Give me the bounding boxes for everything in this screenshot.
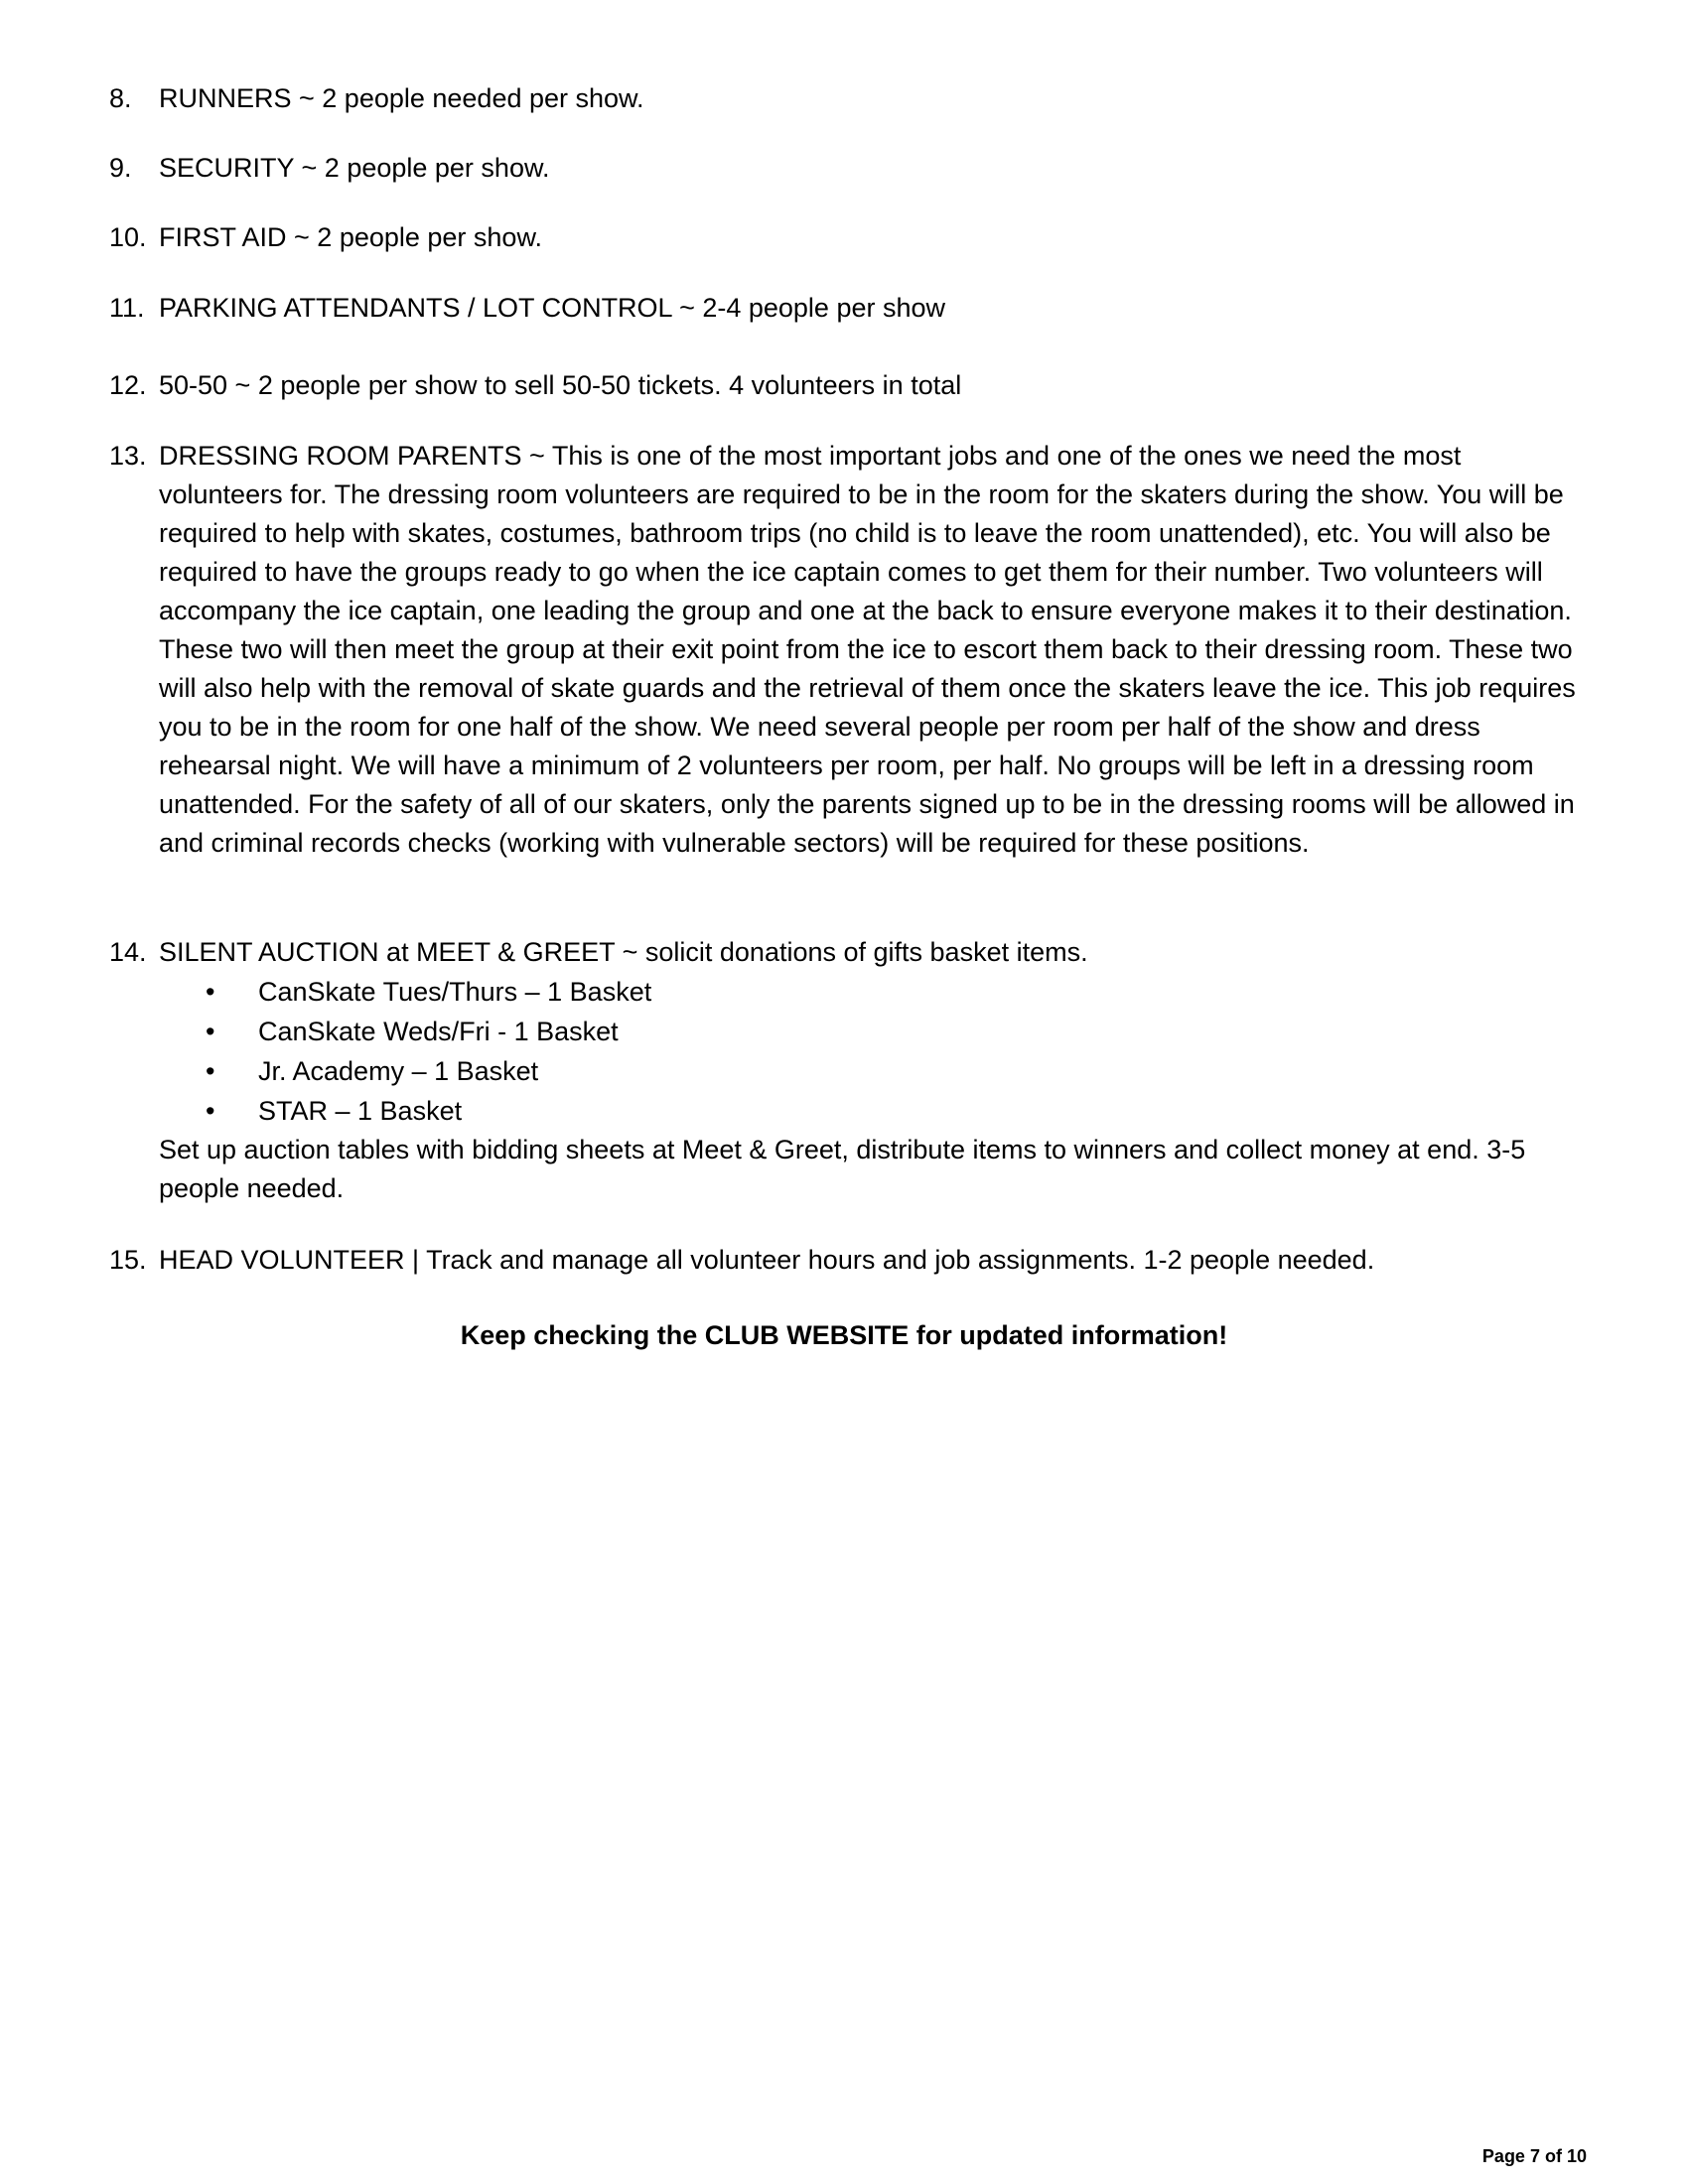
basket-list-item: [159, 1012, 1579, 1051]
bullet-icon: •: [206, 1056, 215, 1086]
item-number: 11.: [109, 293, 145, 323]
basket-list-item: [159, 972, 1579, 1012]
item-text: SECURITY ~ 2 people per show.: [159, 153, 550, 183]
item-text: 50-50 ~ 2 people per show to sell 50-50 tickets. 4 volunteers in total: [159, 370, 962, 400]
list-item-8: [109, 79, 1579, 118]
page-prefix: Page: [1481, 2146, 1530, 2166]
bullet-icon: •: [206, 1017, 215, 1046]
item-number: 8.: [109, 83, 132, 113]
bullet-icon: •: [206, 977, 215, 1007]
basket-label: STAR – 1 Basket: [258, 1096, 463, 1126]
list-item-14: [109, 933, 1579, 1208]
bullet-icon: •: [206, 1096, 215, 1126]
auction-details: Set up auction tables with bidding sheets at Meet & Greet, distribute items to winners and collect money at end. 3-5 people needed.: [159, 1135, 1526, 1203]
list-item-15: [109, 1241, 1579, 1280]
item-number: 9.: [109, 153, 132, 183]
page-total: 10: [1566, 2146, 1587, 2166]
item-text: FIRST AID ~ 2 people per show.: [159, 222, 542, 252]
list-item-11: [109, 289, 1579, 328]
list-item-9: [109, 149, 1579, 188]
basket-label: CanSkate Tues/Thurs – 1 Basket: [258, 977, 652, 1007]
basket-list: [109, 972, 1579, 1131]
closing-note: Keep checking the CLUB WEBSITE for updated information!: [460, 1320, 1228, 1350]
basket-label: Jr. Academy – 1 Basket: [258, 1056, 539, 1086]
item-number: 13.: [109, 441, 147, 471]
item-number: 15.: [109, 1245, 147, 1275]
item-text: HEAD VOLUNTEER | Track and manage all volunteer hours and job assignments. 1-2 people needed.: [159, 1245, 1375, 1275]
item-text: SILENT AUCTION at MEET & GREET ~ solicit donations of gifts basket items.: [159, 937, 1088, 967]
list-item-12: [109, 366, 1579, 405]
list-item-10: [109, 218, 1579, 257]
item-number: 10.: [109, 222, 147, 252]
item-text: PARKING ATTENDANTS / LOT CONTROL ~ 2-4 people per show: [159, 293, 946, 323]
item-text: DRESSING ROOM PARENTS ~ This is one of the most important jobs and one of the ones we need the most volunteers for. The dressing room volunteers are required to be in the room for the skaters during the show. You will be required to help with skates, costumes, bathroom trips (no child is to leave the room unattended), etc. You will also be required to have the groups ready to go when the ice captain comes to get them for their number. Two volunteers will accompany the ice captain, one leading the group and one at the back to ensure everyone makes it to their destination. These two will then meet the group at their exit point from the ice to escort them back to their dressing room. These two will also help with the removal of skate guards and the retrieval of them once the skaters leave the ice. This job requires you to be in the room for one half of the show. We need several people per room per half of the show and dress rehearsal night. We will have a minimum of 2 volunteers per room, per half. No groups will be left in a dressing room unattended. For the safety of all of our skaters, only the parents signed up to be in the dressing rooms will be allowed in and criminal records checks (working with vulnerable sectors) will be required for these positions.: [159, 441, 1576, 858]
basket-label: CanSkate Weds/Fri - 1 Basket: [258, 1017, 619, 1046]
item-text: RUNNERS ~ 2 people needed per show.: [159, 83, 644, 113]
item-number: 12.: [109, 370, 147, 400]
item-number: 14.: [109, 937, 147, 967]
list-item-13: [109, 437, 1579, 863]
page-footer: [1482, 2144, 1587, 2168]
page-of: of: [1539, 2146, 1567, 2166]
basket-list-item: [159, 1091, 1579, 1131]
page-current: 7: [1529, 2146, 1540, 2166]
basket-list-item: [159, 1051, 1579, 1091]
